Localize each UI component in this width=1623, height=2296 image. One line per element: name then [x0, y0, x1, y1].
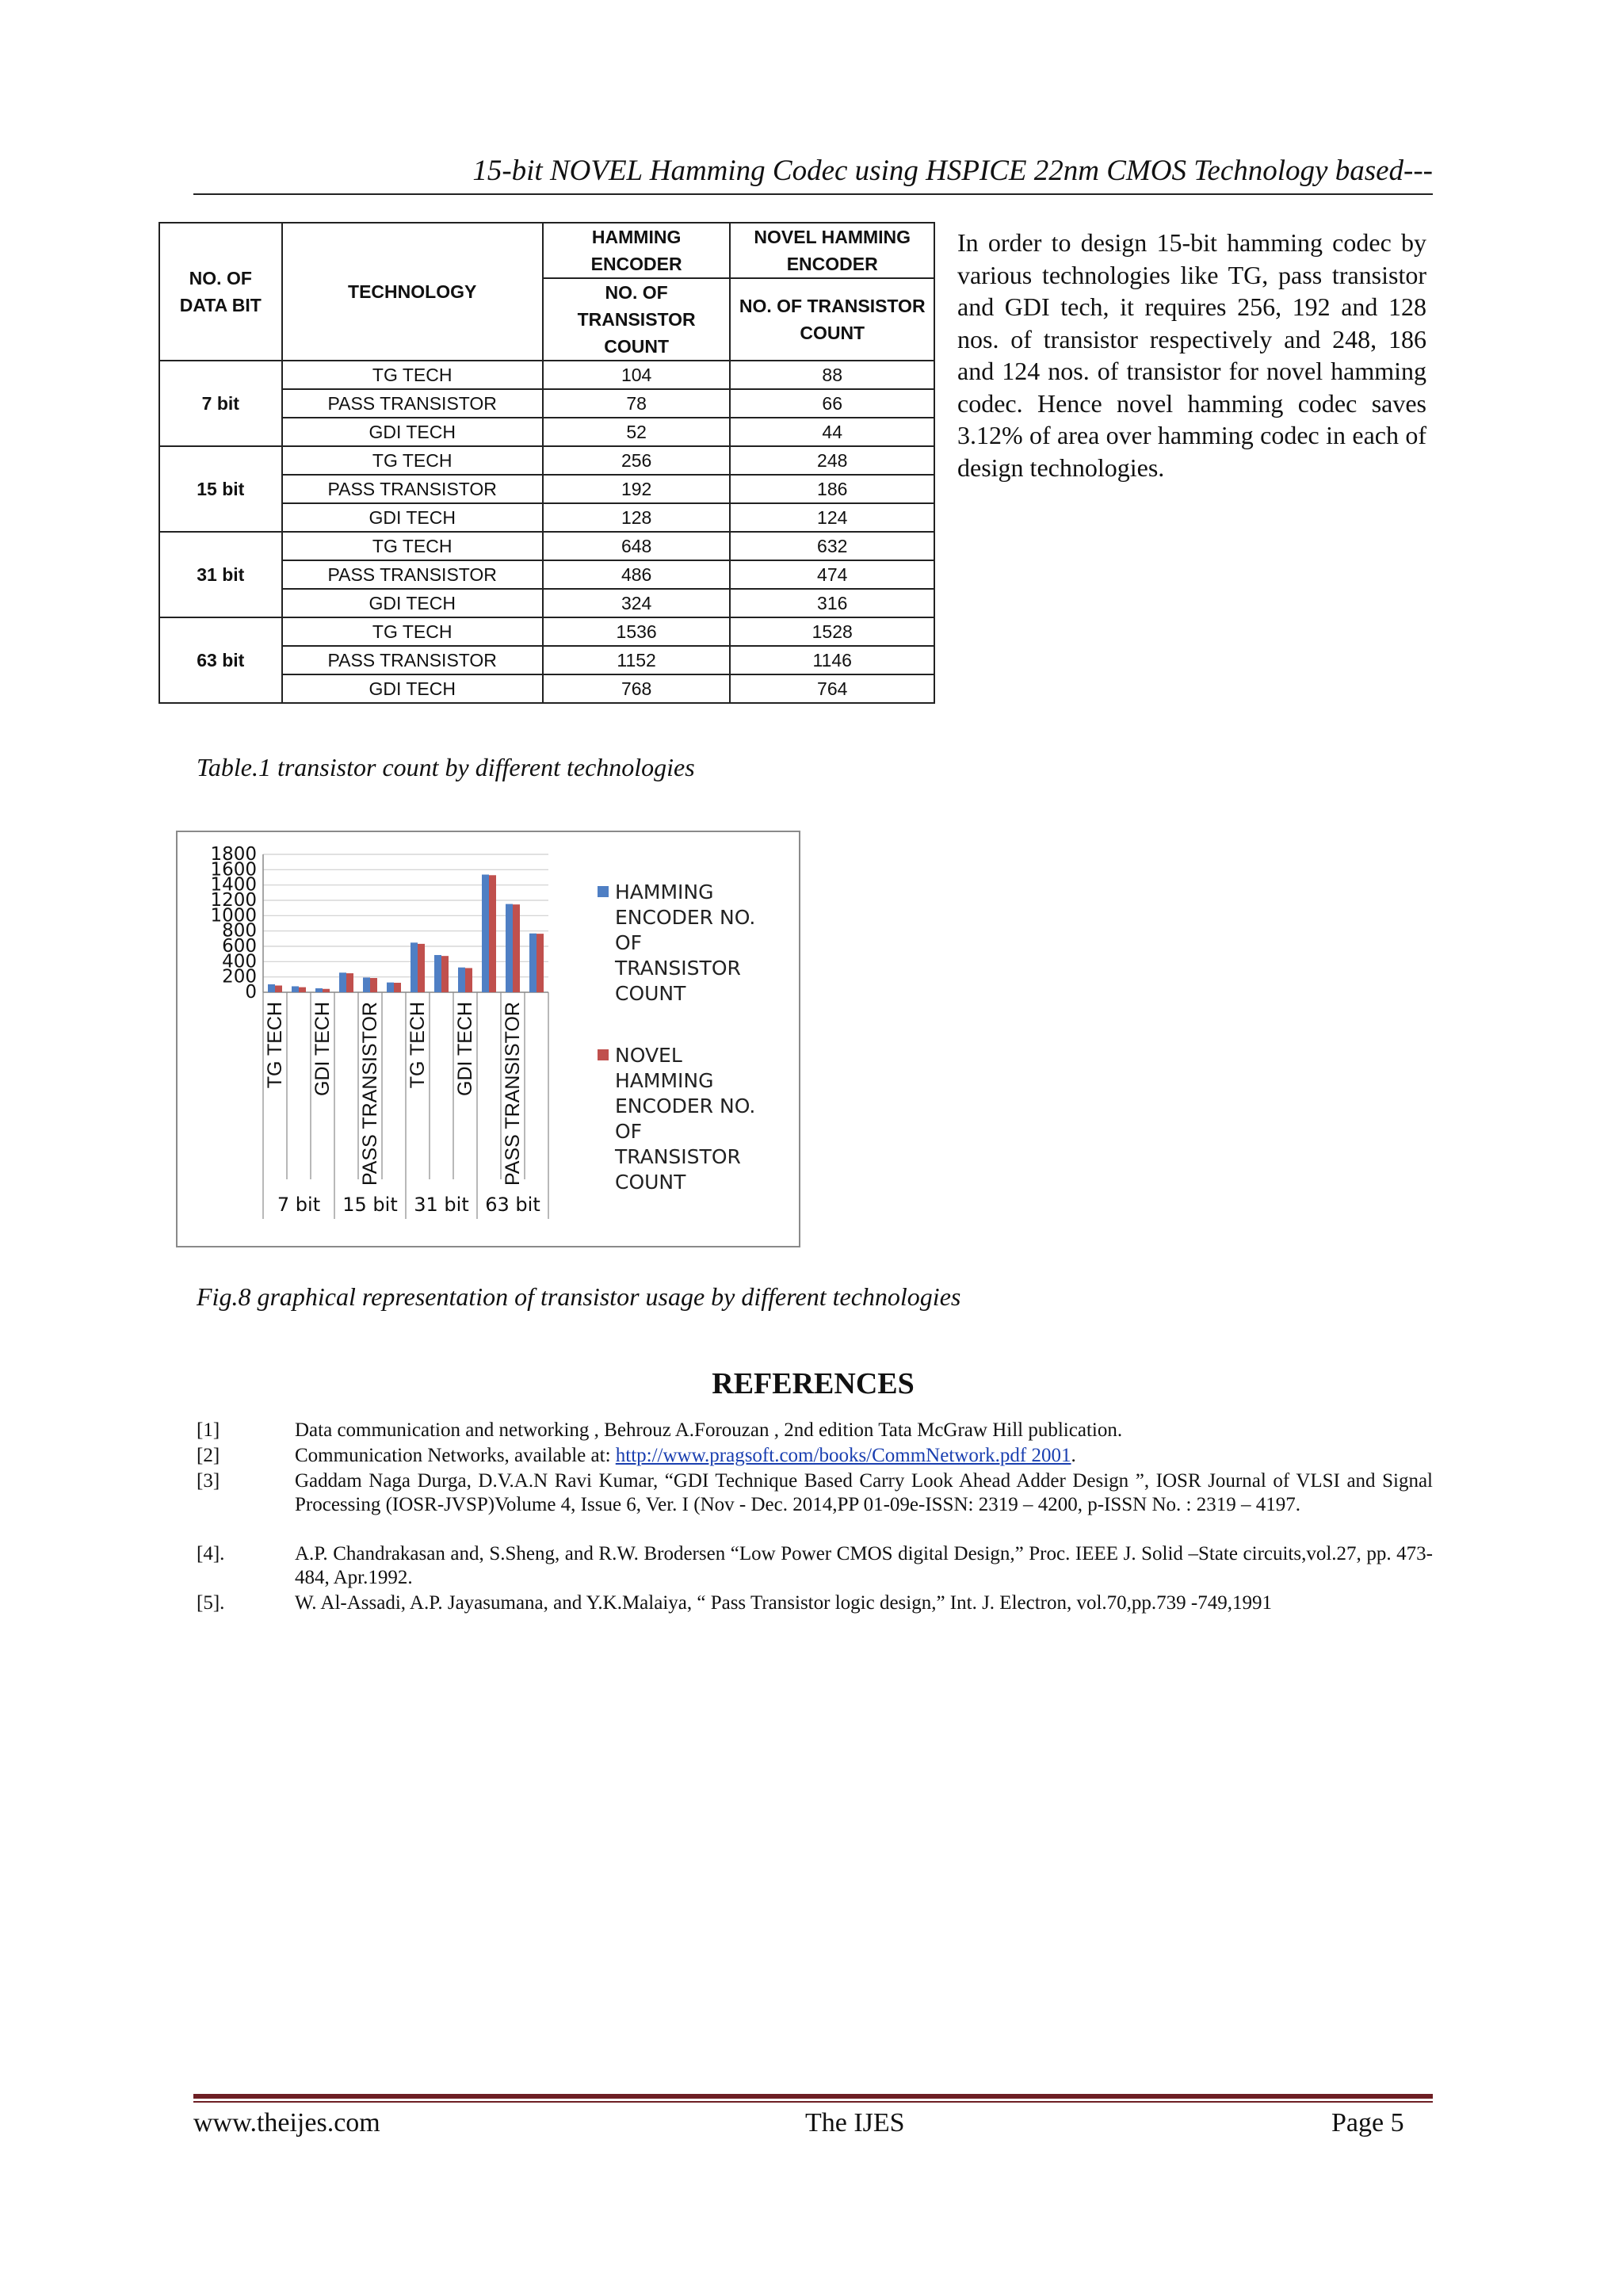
x-tick-label: GDI TECH: [454, 1002, 476, 1096]
bar-novel: [394, 983, 401, 992]
table-caption: Table.1 transistor count by different technologies: [197, 753, 695, 781]
bar-hamming: [339, 972, 346, 992]
technology-cell: PASS TRANSISTOR: [282, 560, 543, 589]
reference-item: [193, 1591, 1433, 1615]
bar-hamming: [411, 942, 418, 992]
footer-website: www.theijes.com: [193, 2108, 380, 2137]
reference-link[interactable]: http://www.pragsoft.com/books/CommNetwork.pdf 2001: [615, 1445, 1071, 1466]
reference-item: [193, 1469, 1433, 1517]
bar-hamming: [482, 875, 489, 992]
x-tick-label: PASS TRANSISTOR: [502, 1002, 524, 1186]
legend-label: HAMMING: [615, 881, 714, 904]
bar-hamming: [529, 934, 537, 992]
legend-label: OF: [615, 1120, 643, 1143]
footer-page-number: Page 5: [1331, 2108, 1404, 2137]
legend-label: ENCODER NO.: [615, 1095, 756, 1117]
references-title: REFERENCES: [712, 1367, 915, 1400]
running-title: 15-bit NOVEL Hamming Codec using HSPICE 22nm CMOS Technology based---: [472, 155, 1433, 187]
legend-swatch-novel: [598, 1049, 609, 1060]
header-novel-count: NO. OF TRANSISTOR COUNT: [730, 278, 934, 361]
y-tick-label: 1000: [210, 905, 257, 926]
bar-hamming: [434, 955, 441, 992]
hamming-count-cell: 1536: [543, 617, 731, 646]
hamming-count-cell: 104: [543, 361, 731, 389]
hamming-count-cell: 648: [543, 532, 731, 560]
technology-cell: GDI TECH: [282, 674, 543, 703]
reference-text: [295, 1444, 1433, 1468]
footer-rule-thin: [193, 2101, 1433, 2103]
technology-cell: GDI TECH: [282, 503, 543, 532]
legend-swatch-hamming: [598, 886, 609, 897]
reference-text: W. Al-Assadi, A.P. Jayasumana, and Y.K.Malaiya, “ Pass Transistor logic design,” Int. J. Electron, vol.70,pp.739 -749,1991: [295, 1592, 1273, 1614]
hamming-count-cell: 192: [543, 475, 731, 503]
legend-label: HAMMING: [615, 1069, 714, 1092]
table-row: [159, 446, 934, 475]
technology-cell: PASS TRANSISTOR: [282, 646, 543, 674]
legend-label: OF: [615, 931, 643, 954]
bar-novel: [323, 989, 330, 992]
hamming-count-cell: 128: [543, 503, 731, 532]
hamming-count-cell: 324: [543, 589, 731, 617]
legend-label: TRANSISTOR: [615, 1145, 741, 1168]
y-tick-label: 1600: [210, 859, 257, 881]
table-row: [159, 361, 934, 389]
bar-novel: [537, 934, 544, 992]
technology-cell: GDI TECH: [282, 589, 543, 617]
reference-text-before: Communication Networks, available at:: [295, 1445, 616, 1466]
reference-number: [4].: [197, 1543, 225, 1564]
novel-count-cell: 248: [730, 446, 934, 475]
x-tick-label: TG TECH: [407, 1002, 429, 1089]
y-tick-label: 400: [222, 951, 257, 972]
bar-novel: [370, 978, 377, 992]
side-paragraph: In order to design 15-bit hamming codec by various technologies like TG, pass transistor and GDI tech, it requires 256, 192 and 128 nos. of transistor respectively and 248, 186 and 124 nos. of transistor for novel hamming codec. Hence novel hamming codec saves 3.12% of area over hamming codec in each of design technologies.: [957, 228, 1426, 482]
bar-novel: [299, 988, 306, 992]
x-tick-label: TG TECH: [264, 1002, 286, 1089]
bar-novel: [513, 904, 520, 992]
bar-hamming: [363, 977, 370, 992]
group-label: 63 bit: [485, 1194, 540, 1216]
novel-count-cell: 88: [730, 361, 934, 389]
bar-hamming: [268, 984, 275, 992]
header-data-bit: NO. OF DATA BIT: [159, 223, 282, 361]
legend-label: COUNT: [615, 982, 686, 1005]
header-hamming-count: NO. OF TRANSISTOR COUNT: [543, 278, 731, 361]
hamming-count-cell: 52: [543, 418, 731, 446]
x-tick-label: GDI TECH: [311, 1002, 334, 1096]
data-bit-cell: 31 bit: [159, 532, 282, 617]
hamming-count-cell: 486: [543, 560, 731, 589]
technology-cell: GDI TECH: [282, 418, 543, 446]
data-bit-cell: 63 bit: [159, 617, 282, 703]
novel-count-cell: 632: [730, 532, 934, 560]
hamming-count-cell: 78: [543, 389, 731, 418]
y-tick-label: 600: [222, 936, 257, 957]
header-technology: TECHNOLOGY: [282, 223, 543, 361]
bar-hamming: [458, 968, 465, 992]
header-hamming-encoder: HAMMING ENCODER: [543, 223, 731, 278]
hamming-count-cell: 256: [543, 446, 731, 475]
x-tick-label: PASS TRANSISTOR: [359, 1002, 381, 1186]
technology-cell: TG TECH: [282, 361, 543, 389]
bar-hamming: [292, 986, 299, 992]
footer-journal: The IJES: [805, 2108, 905, 2137]
novel-count-cell: 1528: [730, 617, 934, 646]
bar-novel: [489, 875, 496, 992]
technology-cell: PASS TRANSISTOR: [282, 475, 543, 503]
novel-count-cell: 316: [730, 589, 934, 617]
novel-count-cell: 44: [730, 418, 934, 446]
bar-novel: [465, 968, 472, 992]
y-tick-label: 1200: [210, 890, 257, 911]
technology-cell: TG TECH: [282, 446, 543, 475]
legend-label: TRANSISTOR: [615, 957, 741, 980]
header-novel-hamming-encoder: NOVEL HAMMING ENCODER: [730, 223, 934, 278]
figure-caption: Fig.8 graphical representation of transistor usage by different technologies: [197, 1282, 961, 1311]
reference-item: [193, 1419, 1433, 1442]
bar-novel: [346, 973, 353, 992]
technology-cell: PASS TRANSISTOR: [282, 389, 543, 418]
bar-hamming: [315, 988, 323, 992]
y-tick-label: 1400: [210, 874, 257, 896]
transistor-count-table: [158, 222, 935, 704]
bar-novel: [418, 944, 425, 992]
reference-number: [2]: [197, 1445, 220, 1466]
legend-label: NOVEL: [615, 1044, 682, 1067]
group-label: 31 bit: [414, 1194, 469, 1216]
y-tick-label: 800: [222, 920, 257, 942]
novel-count-cell: 474: [730, 560, 934, 589]
data-bit-cell: 7 bit: [159, 361, 282, 446]
bar-novel: [441, 956, 449, 992]
reference-text: Data communication and networking , Behrouz A.Forouzan , 2nd edition Tata McGraw Hill publication.: [295, 1419, 1123, 1441]
y-tick-label: 200: [222, 966, 257, 988]
novel-count-cell: 1146: [730, 646, 934, 674]
data-bit-cell: 15 bit: [159, 446, 282, 532]
reference-item: [193, 1444, 1433, 1468]
reference-text: A.P. Chandrakasan and, S.Sheng, and R.W. Brodersen “Low Power CMOS digital Design,” Proc. IEEE J. Solid –State circuits,vol.27, pp. 473-484, Apr.1992.: [295, 1543, 1433, 1588]
reference-number: [5].: [197, 1592, 225, 1614]
reference-item: [193, 1542, 1433, 1590]
technology-cell: TG TECH: [282, 532, 543, 560]
reference-number: [3]: [197, 1470, 220, 1492]
novel-count-cell: 66: [730, 389, 934, 418]
reference-text-after: .: [1071, 1445, 1076, 1466]
group-label: 7 bit: [277, 1194, 321, 1216]
bar-chart: [176, 831, 800, 1247]
table-row: [159, 617, 934, 646]
legend-label: COUNT: [615, 1171, 686, 1194]
table-row: [159, 532, 934, 560]
hamming-count-cell: 1152: [543, 646, 731, 674]
reference-text: Gaddam Naga Durga, D.V.A.N Ravi Kumar, “GDI Technique Based Carry Look Ahead Adder Design ”, IOSR Journal of VLSI and Signal Processing (IOSR-JVSP)Volume 4, Issue 6, Ver. I (Nov - Dec. 2014,PP 01-09e-ISSN: 2319 – 4200, p-ISSN No. : 2319 – 4197.: [295, 1470, 1433, 1515]
bar-hamming: [506, 904, 513, 992]
y-tick-label: 0: [245, 982, 257, 1003]
bar-chart-svg: [178, 832, 799, 1246]
y-tick-label: 1800: [210, 844, 257, 865]
bar-hamming: [387, 983, 394, 992]
footer-rule: [193, 2094, 1433, 2099]
hamming-count-cell: 768: [543, 674, 731, 703]
novel-count-cell: 186: [730, 475, 934, 503]
novel-count-cell: 124: [730, 503, 934, 532]
technology-cell: TG TECH: [282, 617, 543, 646]
novel-count-cell: 764: [730, 674, 934, 703]
header-rule: [193, 193, 1433, 195]
legend-label: ENCODER NO.: [615, 906, 756, 929]
bar-novel: [275, 985, 282, 992]
reference-number: [1]: [197, 1419, 220, 1441]
group-label: 15 bit: [342, 1194, 398, 1216]
